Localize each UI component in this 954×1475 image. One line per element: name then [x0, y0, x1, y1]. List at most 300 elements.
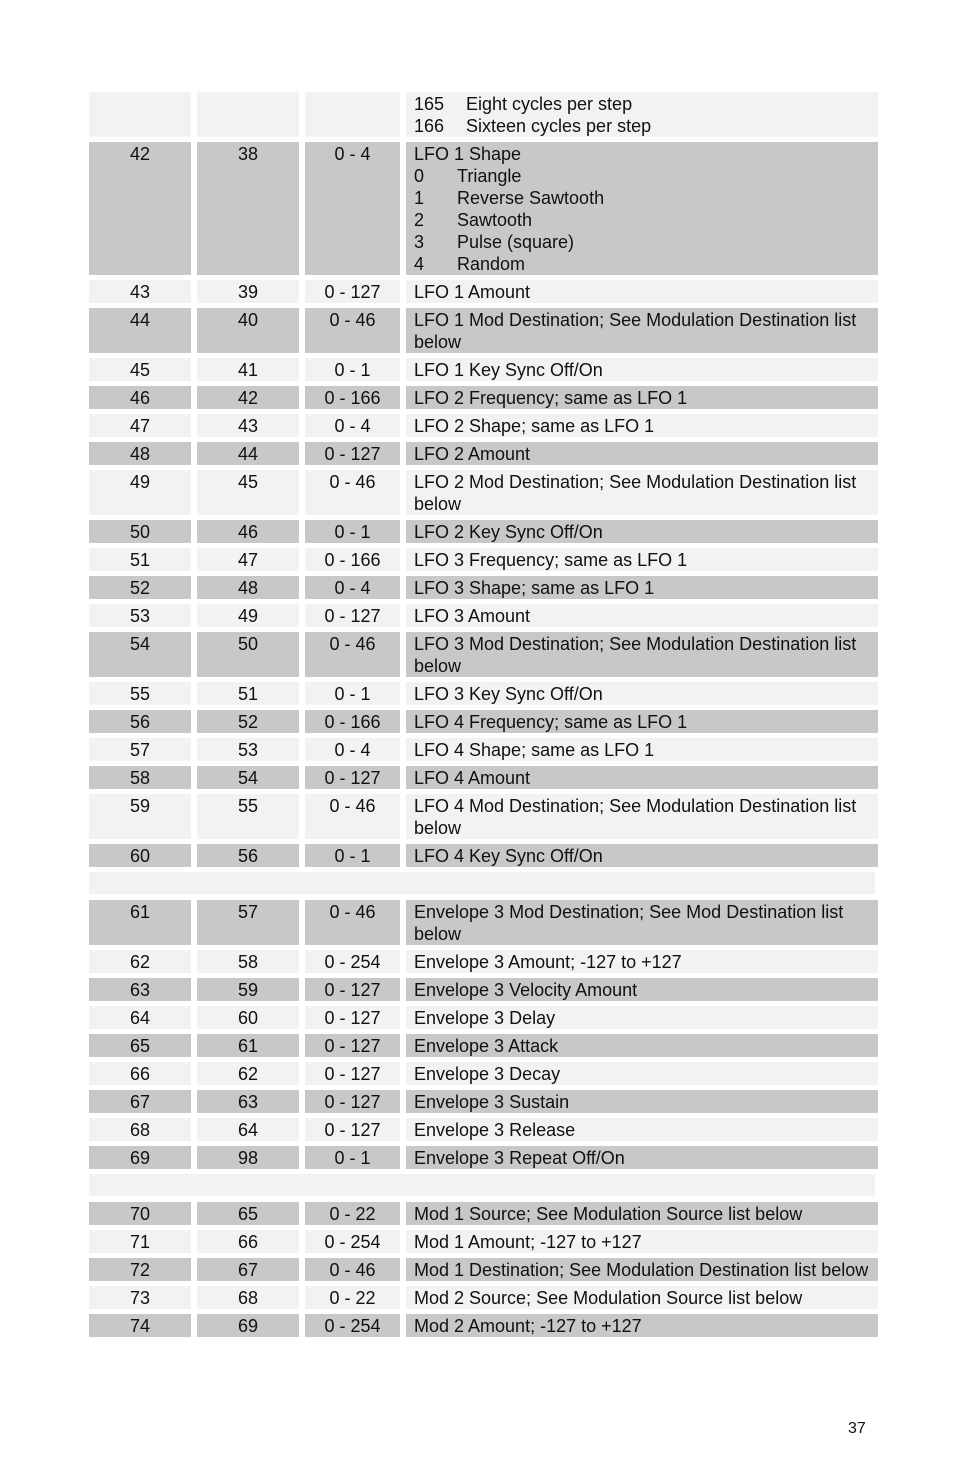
nrpn-number-cell — [89, 142, 191, 275]
description-cell — [406, 794, 878, 839]
sysex-position-cell — [197, 414, 299, 437]
sysex-position: 40 — [237, 310, 259, 330]
sysex-position: 98 — [237, 1148, 259, 1168]
option-label: Eight cycles per step — [466, 94, 633, 114]
sysex-position-cell — [197, 280, 299, 303]
table-row — [89, 576, 878, 599]
table-row — [89, 1258, 878, 1281]
table-row — [89, 1006, 878, 1029]
description-cell — [406, 766, 878, 789]
nrpn-number: 59 — [129, 796, 151, 816]
nrpn-number-cell — [89, 1062, 191, 1085]
nrpn-number: 73 — [129, 1288, 151, 1308]
nrpn-number: 64 — [129, 1008, 151, 1028]
value-range: 0 - 166 — [324, 712, 381, 732]
value-range: 0 - 254 — [324, 952, 381, 972]
table-row — [89, 280, 878, 303]
value-range: 0 - 127 — [324, 1036, 381, 1056]
option-label: Sawtooth — [457, 210, 533, 230]
nrpn-number: 58 — [129, 768, 151, 788]
sysex-position-cell — [197, 1230, 299, 1253]
description-cell — [406, 386, 878, 409]
value-range: 0 - 127 — [324, 606, 381, 626]
description-cell — [406, 950, 878, 973]
description-cell — [406, 682, 878, 705]
description-text: LFO 1 Key Sync Off/On — [414, 360, 603, 380]
sysex-position-cell — [197, 682, 299, 705]
value-range: 0 - 4 — [334, 740, 371, 760]
sysex-position-cell — [197, 1202, 299, 1225]
description-cell — [406, 1314, 878, 1337]
value-range: 0 - 127 — [324, 1064, 381, 1084]
value-range-cell — [305, 142, 400, 275]
nrpn-number-cell — [89, 1202, 191, 1225]
option-number: 2 — [414, 210, 425, 230]
value-range-cell — [305, 280, 400, 303]
value-range: 0 - 46 — [329, 310, 376, 330]
value-range: 0 - 1 — [334, 846, 371, 866]
nrpn-number: 57 — [129, 740, 151, 760]
sysex-position: 43 — [237, 416, 259, 436]
sysex-position-cell — [197, 142, 299, 275]
nrpn-number-cell — [89, 682, 191, 705]
description-cell — [406, 1202, 878, 1225]
value-range-cell — [305, 738, 400, 761]
sysex-position-cell — [197, 738, 299, 761]
value-range-cell — [305, 308, 400, 353]
description-text: LFO 2 Mod Destination; See Modulation Destination list below — [414, 472, 857, 514]
sysex-position: 61 — [237, 1036, 259, 1056]
sysex-position-cell — [197, 1146, 299, 1169]
description-text: Mod 2 Source; See Modulation Source list below — [414, 1288, 803, 1308]
description-text: LFO 4 Frequency; same as LFO 1 — [414, 712, 688, 732]
sysex-position: 62 — [237, 1064, 259, 1084]
nrpn-number-cell — [89, 1314, 191, 1337]
nrpn-number-cell — [89, 1034, 191, 1057]
description-cell — [406, 978, 878, 1001]
table-row — [89, 1062, 878, 1085]
description-text: LFO 3 Key Sync Off/On — [414, 684, 603, 704]
description-cell — [406, 142, 878, 275]
value-range-cell — [305, 1062, 400, 1085]
table-row — [89, 766, 878, 789]
table-row — [89, 548, 878, 571]
description-cell — [406, 710, 878, 733]
sysex-position-cell — [197, 1090, 299, 1113]
description-text: LFO 3 Frequency; same as LFO 1 — [414, 550, 688, 570]
option-number: 165 — [414, 94, 445, 114]
description-text: LFO 4 Key Sync Off/On — [414, 846, 603, 866]
nrpn-number: 56 — [129, 712, 151, 732]
nrpn-number-cell — [89, 520, 191, 543]
option-label: Random — [457, 254, 526, 274]
value-range-cell — [305, 1314, 400, 1337]
option-number: 1 — [414, 188, 425, 208]
value-range-cell — [305, 1146, 400, 1169]
value-range: 0 - 127 — [324, 444, 381, 464]
nrpn-number: 50 — [129, 522, 151, 542]
option-number: 4 — [414, 254, 425, 274]
value-range-cell — [305, 978, 400, 1001]
value-range: 0 - 4 — [334, 416, 371, 436]
sysex-position: 63 — [237, 1092, 259, 1112]
description-text: LFO 1 Shape — [414, 144, 522, 164]
value-range: 0 - 46 — [329, 1260, 376, 1280]
nrpn-number-cell — [89, 978, 191, 1001]
nrpn-number: 62 — [129, 952, 151, 972]
sysex-position-cell — [197, 844, 299, 867]
value-range: 0 - 22 — [329, 1204, 376, 1224]
value-range: 0 - 46 — [329, 634, 376, 654]
nrpn-number: 65 — [129, 1036, 151, 1056]
nrpn-number-cell — [89, 576, 191, 599]
table-row — [89, 844, 878, 867]
sysex-position-cell — [197, 358, 299, 381]
sysex-position: 57 — [237, 902, 259, 922]
description-cell — [406, 604, 878, 627]
table-row — [89, 1230, 878, 1253]
description-text: Envelope 3 Decay — [414, 1064, 561, 1084]
value-range-cell — [305, 1006, 400, 1029]
description-text: Envelope 3 Sustain — [414, 1092, 570, 1112]
table-row — [89, 738, 878, 761]
option-number: 3 — [414, 232, 425, 252]
nrpn-number-cell — [89, 900, 191, 945]
section-separator — [89, 872, 875, 894]
sysex-position: 54 — [237, 768, 259, 788]
sysex-position-cell — [197, 1118, 299, 1141]
nrpn-number-cell — [89, 710, 191, 733]
sysex-position-cell — [197, 1314, 299, 1337]
table-row — [89, 1202, 878, 1225]
value-range: 0 - 1 — [334, 360, 371, 380]
nrpn-number-cell — [89, 92, 191, 137]
option-line — [414, 93, 870, 115]
nrpn-number: 66 — [129, 1064, 151, 1084]
sysex-position-cell — [197, 520, 299, 543]
table-row — [89, 1118, 878, 1141]
sysex-position: 67 — [237, 1260, 259, 1280]
table-row — [89, 386, 878, 409]
table-row — [89, 950, 878, 973]
value-range-cell — [305, 1118, 400, 1141]
sysex-position-cell — [197, 1062, 299, 1085]
description-text: Envelope 3 Delay — [414, 1008, 556, 1028]
description-text: LFO 4 Amount — [414, 768, 531, 788]
description-text: LFO 3 Amount — [414, 606, 531, 626]
nrpn-number-cell — [89, 1230, 191, 1253]
nrpn-number: 48 — [129, 444, 151, 464]
nrpn-number-cell — [89, 738, 191, 761]
sysex-position-cell — [197, 978, 299, 1001]
value-range: 0 - 1 — [334, 684, 371, 704]
nrpn-number-cell — [89, 604, 191, 627]
sysex-position: 48 — [237, 578, 259, 598]
description-cell — [406, 1146, 878, 1169]
value-range-cell — [305, 442, 400, 465]
sysex-position-cell — [197, 1034, 299, 1057]
description-text: LFO 1 Mod Destination; See Modulation Destination list below — [414, 310, 857, 352]
value-range: 0 - 166 — [324, 550, 381, 570]
nrpn-number: 61 — [129, 902, 151, 922]
description-text: LFO 3 Mod Destination; See Modulation Destination list below — [414, 634, 857, 676]
description-text: LFO 2 Shape; same as LFO 1 — [414, 416, 655, 436]
sysex-position-cell — [197, 604, 299, 627]
value-range: 0 - 46 — [329, 902, 376, 922]
nrpn-number: 46 — [129, 388, 151, 408]
nrpn-number: 67 — [129, 1092, 151, 1112]
description-cell — [406, 632, 878, 677]
value-range: 0 - 4 — [334, 578, 371, 598]
value-range-cell — [305, 766, 400, 789]
nrpn-number: 47 — [129, 416, 151, 436]
nrpn-number: 70 — [129, 1204, 151, 1224]
nrpn-number: 74 — [129, 1316, 151, 1336]
section-separator — [89, 1174, 875, 1196]
description-cell — [406, 358, 878, 381]
nrpn-number: 49 — [129, 472, 151, 492]
value-range: 0 - 127 — [324, 1092, 381, 1112]
sysex-position-cell — [197, 1006, 299, 1029]
sysex-position: 65 — [237, 1204, 259, 1224]
value-range-cell — [305, 1090, 400, 1113]
value-range: 0 - 1 — [334, 1148, 371, 1168]
description-cell — [406, 738, 878, 761]
description-cell — [406, 1286, 878, 1309]
description-cell — [406, 548, 878, 571]
sysex-position: 59 — [237, 980, 259, 1000]
option-label: Reverse Sawtooth — [457, 188, 605, 208]
table-row — [89, 1314, 878, 1337]
table-row — [89, 632, 878, 677]
description-cell — [406, 308, 878, 353]
nrpn-number-cell — [89, 1146, 191, 1169]
nrpn-number: 45 — [129, 360, 151, 380]
sysex-position: 58 — [237, 952, 259, 972]
value-range-cell — [305, 632, 400, 677]
nrpn-number: 51 — [129, 550, 151, 570]
value-range-cell — [305, 1258, 400, 1281]
value-range-cell — [305, 1034, 400, 1057]
value-range-cell — [305, 92, 400, 137]
nrpn-number: 71 — [129, 1232, 151, 1252]
description-text: Envelope 3 Mod Destination; See Mod Destination list below — [414, 902, 844, 944]
nrpn-number: 52 — [129, 578, 151, 598]
value-range-cell — [305, 1230, 400, 1253]
option-line — [414, 165, 870, 187]
option-line — [414, 187, 870, 209]
sysex-position: 60 — [237, 1008, 259, 1028]
value-range-cell — [305, 358, 400, 381]
nrpn-number: 60 — [129, 846, 151, 866]
option-line — [414, 115, 870, 137]
option-label: Triangle — [457, 166, 522, 186]
description-cell — [406, 470, 878, 515]
sysex-position: 44 — [237, 444, 259, 464]
nrpn-number: 54 — [129, 634, 151, 654]
sysex-position-cell — [197, 308, 299, 353]
nrpn-number-cell — [89, 1118, 191, 1141]
value-range-cell — [305, 576, 400, 599]
description-text: Mod 1 Amount; -127 to +127 — [414, 1232, 642, 1252]
table-row — [89, 414, 878, 437]
nrpn-number-cell — [89, 1286, 191, 1309]
sysex-position-cell — [197, 1286, 299, 1309]
description-text: LFO 1 Amount — [414, 282, 531, 302]
value-range: 0 - 46 — [329, 472, 376, 492]
option-number: 0 — [414, 166, 425, 186]
value-range-cell — [305, 710, 400, 733]
sysex-position: 55 — [237, 796, 259, 816]
option-line — [414, 209, 870, 231]
description-text: Envelope 3 Release — [414, 1120, 576, 1140]
table-row — [89, 978, 878, 1001]
description-cell — [406, 1062, 878, 1085]
value-range: 0 - 4 — [334, 144, 371, 164]
sysex-position: 69 — [237, 1316, 259, 1336]
value-range-cell — [305, 548, 400, 571]
nrpn-number-cell — [89, 414, 191, 437]
value-range: 0 - 166 — [324, 388, 381, 408]
description-cell — [406, 1090, 878, 1113]
value-range-cell — [305, 414, 400, 437]
value-range: 0 - 127 — [324, 1120, 381, 1140]
value-range-cell — [305, 900, 400, 945]
nrpn-number: 69 — [129, 1148, 151, 1168]
sysex-position-cell — [197, 92, 299, 137]
nrpn-number: 44 — [129, 310, 151, 330]
sysex-position: 45 — [237, 472, 259, 492]
value-range-cell — [305, 386, 400, 409]
description-cell — [406, 900, 878, 945]
sysex-position: 66 — [237, 1232, 259, 1252]
sysex-position-cell — [197, 632, 299, 677]
description-text: LFO 2 Key Sync Off/On — [414, 522, 603, 542]
value-range: 0 - 127 — [324, 1008, 381, 1028]
value-range-cell — [305, 844, 400, 867]
table-row — [89, 308, 878, 353]
table-row — [89, 794, 878, 839]
value-range: 0 - 254 — [324, 1232, 381, 1252]
nrpn-number-cell — [89, 358, 191, 381]
table-row — [89, 1146, 878, 1169]
nrpn-number: 63 — [129, 980, 151, 1000]
sysex-position: 47 — [237, 550, 259, 570]
description-cell — [406, 92, 878, 137]
value-range-cell — [305, 950, 400, 973]
value-range-cell — [305, 520, 400, 543]
nrpn-number-cell — [89, 766, 191, 789]
description-text: Mod 1 Destination; See Modulation Destination list below — [414, 1260, 869, 1280]
description-text: LFO 2 Frequency; same as LFO 1 — [414, 388, 688, 408]
description-cell — [406, 414, 878, 437]
description-cell — [406, 844, 878, 867]
table-row — [89, 1286, 878, 1309]
value-range-cell — [305, 1286, 400, 1309]
sysex-position-cell — [197, 548, 299, 571]
nrpn-number-cell — [89, 632, 191, 677]
nrpn-number-cell — [89, 470, 191, 515]
nrpn-number-cell — [89, 1006, 191, 1029]
sysex-position: 50 — [237, 634, 259, 654]
sysex-position-cell — [197, 442, 299, 465]
sysex-position: 68 — [237, 1288, 259, 1308]
nrpn-number: 55 — [129, 684, 151, 704]
description-text: Envelope 3 Velocity Amount — [414, 980, 638, 1000]
nrpn-number-cell — [89, 280, 191, 303]
nrpn-number-cell — [89, 548, 191, 571]
nrpn-number: 68 — [129, 1120, 151, 1140]
table-row — [89, 142, 878, 275]
description-cell — [406, 1258, 878, 1281]
table-row — [89, 1034, 878, 1057]
description-text: LFO 3 Shape; same as LFO 1 — [414, 578, 655, 598]
option-label: Sixteen cycles per step — [466, 116, 652, 136]
sysex-position: 39 — [237, 282, 259, 302]
nrpn-number-cell — [89, 950, 191, 973]
nrpn-number-cell — [89, 794, 191, 839]
description-text: LFO 4 Mod Destination; See Modulation Destination list below — [414, 796, 857, 838]
value-range: 0 - 127 — [324, 980, 381, 1000]
value-range-cell — [305, 682, 400, 705]
sysex-position: 42 — [237, 388, 259, 408]
nrpn-number: 43 — [129, 282, 151, 302]
description-text: Envelope 3 Attack — [414, 1036, 559, 1056]
sysex-position: 53 — [237, 740, 259, 760]
nrpn-number: 53 — [129, 606, 151, 626]
description-cell — [406, 1006, 878, 1029]
nrpn-number: 72 — [129, 1260, 151, 1280]
nrpn-number-cell — [89, 308, 191, 353]
sysex-position-cell — [197, 710, 299, 733]
sysex-position: 51 — [237, 684, 259, 704]
sysex-position-cell — [197, 576, 299, 599]
nrpn-number-cell — [89, 1258, 191, 1281]
description-text: LFO 2 Amount — [414, 444, 531, 464]
sysex-position-cell — [197, 950, 299, 973]
sysex-position-cell — [197, 470, 299, 515]
description-text: Envelope 3 Repeat Off/On — [414, 1148, 625, 1168]
sysex-position-cell — [197, 900, 299, 945]
value-range: 0 - 22 — [329, 1288, 376, 1308]
sysex-position: 49 — [237, 606, 259, 626]
sysex-position-cell — [197, 1258, 299, 1281]
sysex-position-cell — [197, 794, 299, 839]
table-row — [89, 92, 878, 137]
description-cell — [406, 520, 878, 543]
value-range-cell — [305, 1202, 400, 1225]
option-line — [414, 231, 870, 253]
table-row — [89, 358, 878, 381]
value-range-cell — [305, 794, 400, 839]
sysex-position: 64 — [237, 1120, 259, 1140]
sysex-position: 46 — [237, 522, 259, 542]
value-range: 0 - 127 — [324, 282, 381, 302]
description-cell — [406, 1034, 878, 1057]
nrpn-number-cell — [89, 386, 191, 409]
table-row — [89, 1090, 878, 1113]
description-cell — [406, 576, 878, 599]
nrpn-number-cell — [89, 442, 191, 465]
option-line — [414, 253, 870, 275]
description-cell — [406, 1230, 878, 1253]
value-range-cell — [305, 470, 400, 515]
value-range-cell — [305, 604, 400, 627]
sysex-position: 38 — [237, 144, 259, 164]
table-row — [89, 442, 878, 465]
nrpn-number: 42 — [129, 144, 151, 164]
description-text: LFO 4 Shape; same as LFO 1 — [414, 740, 655, 760]
